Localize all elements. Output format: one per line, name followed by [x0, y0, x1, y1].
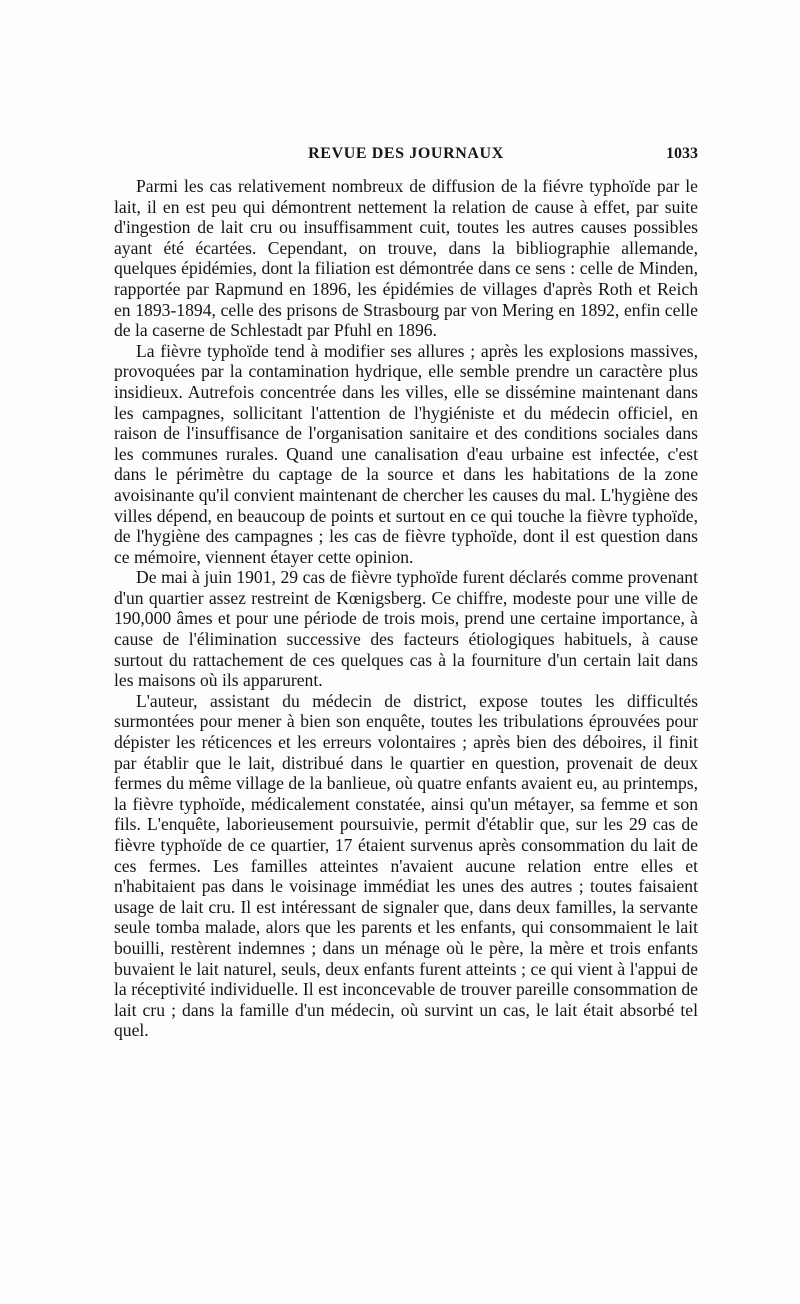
paragraph-4: L'auteur, assistant du médecin de district, expose toutes les difficultés surmontées pour mener à bien son enquête, toutes les tribulations éprouvées pour dépister les réticences et les erreurs volontaires ; après bien des déboires, il finit par établir que le lait, distribué dans le quartier en question, provenait de deux fermes du même village de la banlieue, où quatre enfants avaient eu, au printemps, la fièvre typhoïde, médicalement constatée, ainsi qu'un métayer, sa femme et son fils. L'enquête, laborieusement poursuivie, permit d'établir que, sur les 29 cas de fièvre typhoïde de ce quartier, 17 étaient survenus après consommation du lait de ces fermes. Les familles atteintes n'avaient aucune relation entre elles et n'habitaient pas dans le voisinage immédiat les unes des autres ; toutes faisaient usage de lait cru. Il est intéressant de signaler que, dans deux familles, la servante seule tomba malade, alors que les parents et les enfants, qui consommaient le lait bouilli, restèrent indemnes ; dans un ménage où le père, la mère et trois enfants buvaient le lait naturel, seuls, deux enfants furent atteints ; ce qui vient à l'appui de la réceptivité individuelle. Il est inconcevable de trouver pareille consommation de lait cru ; dans la famille d'un médecin, où survint un cas, le lait était absorbé tel quel. [114, 690, 698, 1041]
page-header [114, 145, 698, 171]
paragraph-3: De mai à juin 1901, 29 cas de fièvre typhoïde furent déclarés comme provenant d'un quartier assez restreint de Kœnigsberg. Ce chiffre, modeste pour une ville de 190,000 âmes et pour une période de trois mois, prend une certaine importance, à cause de l'élimination successive des facteurs étiologiques habituels, à cause surtout du rattachement de ces quelques cas à la fourniture d'un certain lait dans les maisons où ils apparurent. [114, 567, 698, 691]
article-body [114, 176, 698, 1041]
paragraph-1: Parmi les cas relativement nombreux de diffusion de la fiévre typhoïde par le lait, il en est peu qui démontrent nettement la relation de cause à effet, par suite d'ingestion de lait cru ou insuffisamment cuit, toutes les autres causes possibles ayant été écartées. Cependant, on trouve, dans la bibliographie allemande, quelques épidémies, dont la filiation est démontrée dans ce sens : celle de Minden, rapportée par Rapmund en 1896, les épidémies de villages d'après Roth et Reich en 1893-1894, celle des prisons de Strasbourg par von Mering en 1892, enfin celle de la caserne de Schlestadt par Pfuhl en 1896. [114, 176, 698, 341]
page-number: 1033 [666, 145, 698, 162]
paragraph-2: La fièvre typhoïde tend à modifier ses allures ; après les explosions massives, provoquées par la contamination hydrique, elle semble prendre un caractère plus insidieux. Autrefois concentrée dans les villes, elle se dissémine maintenant dans les campagnes, sollicitant l'attention de l'hygiéniste et du médecin officiel, en raison de l'insuffisance de l'organisation sanitaire et des conditions sociales dans les communes rurales. Quand une canalisation d'eau urbaine est infectée, c'est dans le périmètre du captage de la source et dans les habitations de la zone avoisinante qu'il convient maintenant de chercher les causes du mal. L'hygiène des villes dépend, en beaucoup de points et surtout en ce qui touche la fièvre typhoïde, de l'hygiène des campagnes ; les cas de fièvre typhoïde, dont il est question dans ce mémoire, viennent étayer cette opinion. [114, 340, 698, 567]
running-head: REVUE DES JOURNAUX [308, 145, 504, 162]
